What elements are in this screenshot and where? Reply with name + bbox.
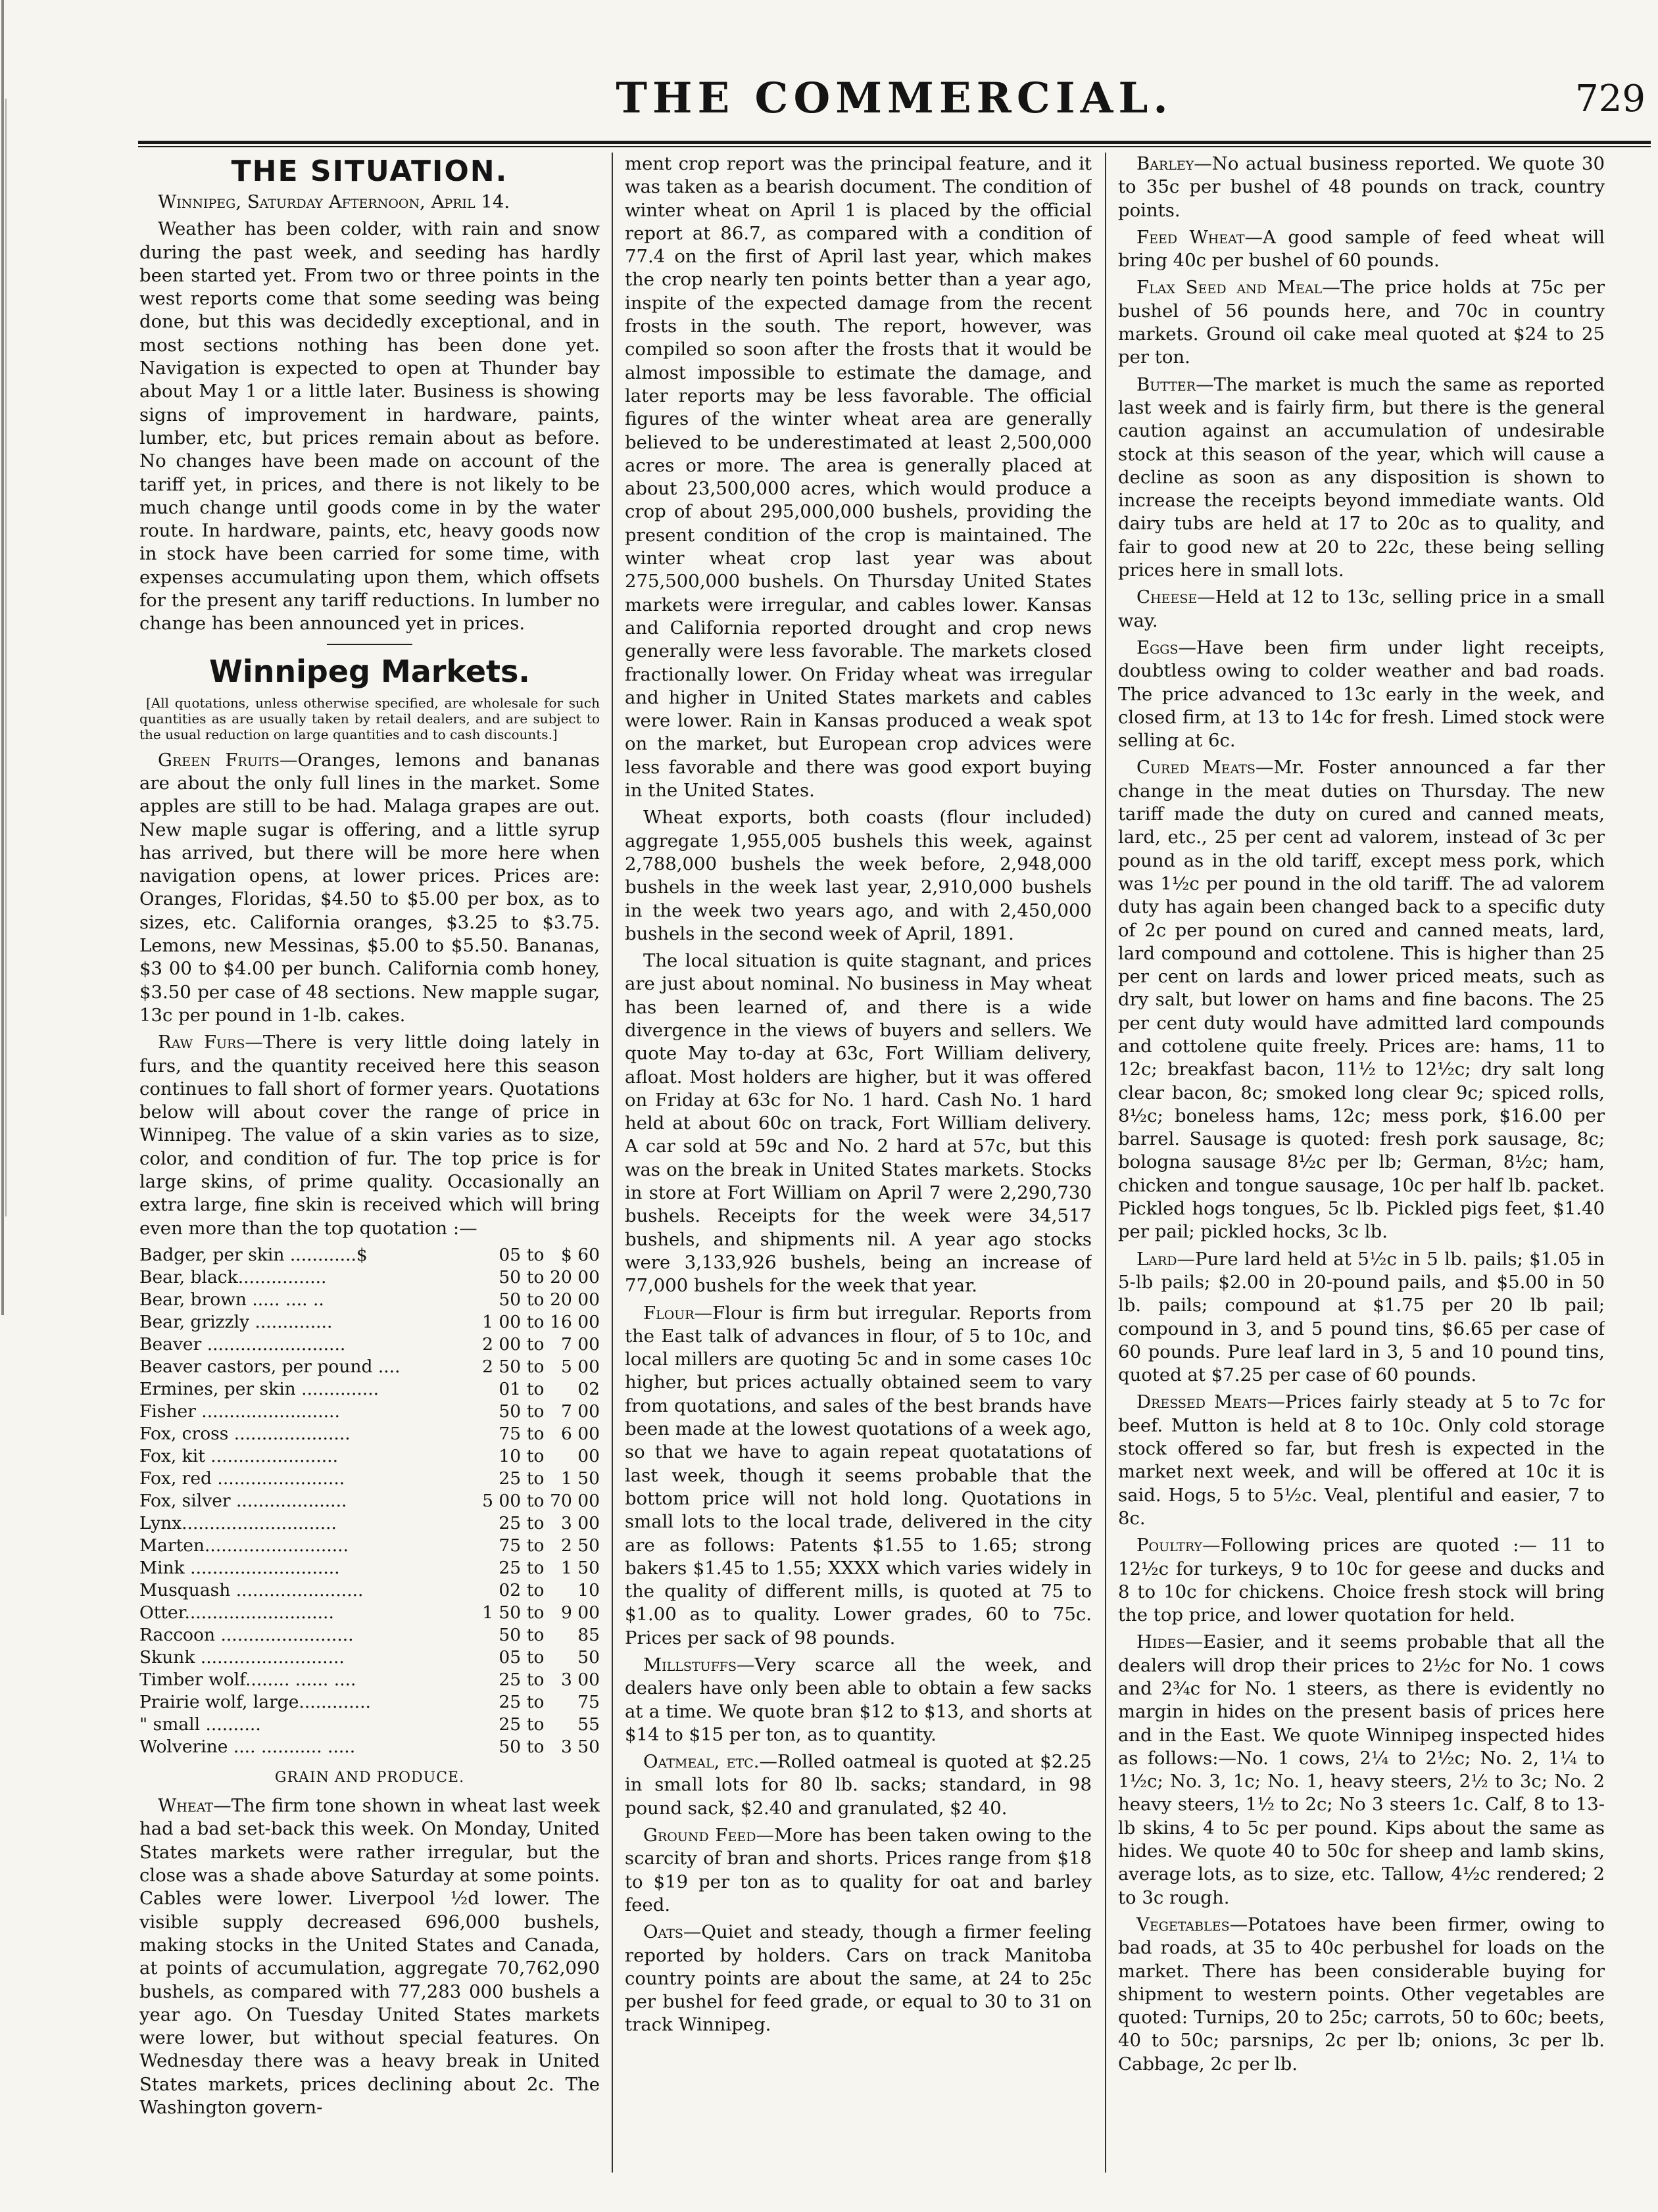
- to-word: to: [526, 1356, 545, 1377]
- fur-high-price: 20 00: [550, 1289, 600, 1310]
- wheat-text: —The firm tone shown in wheat last week had a bad set-back this week. On Monday, United States markets were rather irregular, but the close was a shade above Saturday at some points. Cables were lower. Liverpool ½d lower. The visible supply decreased 696,000 bushels, making stocks in the United States and Canada, at points of accumulation, aggregate 70,762,090 bushels, as compared with 77,283 000 bushels a year ago. On Tuesday United States markets were lower, but without special features. On Wednesday there was a heavy break in United States markets, prices declining about 2c. The Washington govern-: [139, 1795, 600, 2119]
- market-paragraph-text: —No actual business reported. We quote 30 to 35c per bushel of 48 pounds on track, country points.: [1118, 153, 1605, 221]
- market-paragraph-text: —A good sample of feed wheat will bring 40c per bushel of 60 pounds.: [1118, 226, 1605, 272]
- market-paragraph-head: Flax Seed and Meal: [1136, 277, 1323, 299]
- to-word: to: [526, 1736, 545, 1757]
- fur-item: Bear, brown ..... .... ..: [139, 1289, 324, 1310]
- page-number: 729: [1575, 78, 1646, 120]
- fur-table-row: [139, 1691, 600, 1714]
- fur-table-row: [139, 1356, 600, 1378]
- market-paragraph-head: Poultry: [1136, 1535, 1203, 1556]
- market-paragraph: [1118, 153, 1605, 222]
- market-paragraph: [625, 1921, 1092, 2036]
- market-paragraph-text: —Flour is firm but irregular. Reports from the East talk of advances in flour, of 5 to 10c, and local millers are quoting 5c and in some cases 10c higher, but prices actually obtained seem to vary from quotations, and sales of the best brands have been made at the lowest quotations of a week ago, so that we have to again repeat quotatations of last week, though it seems probable that the bottom price will not hold long. Quotations in small lots to the local trade, delivered in the city are as follows: Patents $1.55 to 1.65; strong bakers $1.45 to 1.55; XXXX which varies widely in the quality of different mills, is quoted at 75 to $1.00 as to quality. Lower grades, 60 to 75c. Prices per sack of 98 pounds.: [625, 1302, 1092, 1648]
- green-fruits-text: —Oranges, lemons and bananas are about the only full lines in the market. Some apples are still to be had. Malaga grapes are out. New maple sugar is offering, and a little syrup has arrived, but there will be more here when navigation opens, at lower prices. Prices are: Oranges, Floridas, $4.50 to $5.00 per box, as to sizes, etc. California oranges, $3.25 to $3.75. Lemons, new Messinas, $5.00 to $5.50. Bananas, $3 00 to $4.00 per bunch. California comb honey, $3.50 per case of 48 sections. New mapple sugar, 13c per pound in 1-lb. cakes.: [139, 749, 600, 1026]
- market-paragraph-text: —Following prices are quoted :— 11 to 12½c for turkeys, 9 to 10c for geese and ducks and 8 to 10c for chickens. Choice fresh stock will bring the top price, and lower quotation for held.: [1118, 1535, 1605, 1626]
- market-paragraph-head: Barley: [1136, 153, 1194, 174]
- fur-item: Mink ...........................: [139, 1557, 340, 1578]
- market-paragraph-head: Cheese: [1136, 587, 1198, 608]
- to-word: to: [526, 1378, 545, 1399]
- market-paragraph: [625, 1654, 1092, 1746]
- market-paragraph-head: Vegetables: [1136, 1913, 1230, 1935]
- column-2: [625, 153, 1092, 2173]
- raw-furs-paragraph: [139, 1031, 600, 1240]
- to-word: to: [526, 1535, 545, 1556]
- fur-item: Fox, silver ....................: [139, 1490, 347, 1511]
- to-word: to: [526, 1714, 545, 1735]
- fur-low-price: 75: [499, 1535, 522, 1556]
- fur-low-price: 02: [499, 1579, 522, 1600]
- fur-item: " small ..........: [139, 1714, 261, 1735]
- to-word: to: [526, 1289, 545, 1310]
- fur-item: Prairie wolf, large.............: [139, 1691, 371, 1712]
- market-paragraph: [1118, 1391, 1605, 1530]
- green-fruits-paragraph: [139, 749, 600, 1028]
- fur-table-row: [139, 1602, 600, 1624]
- fur-high-price: 50: [577, 1647, 600, 1668]
- market-paragraph-text: —Held at 12 to 13c, selling price in a small way.: [1118, 587, 1605, 631]
- fur-table-row: [139, 1647, 600, 1669]
- fur-low-price: 01: [499, 1378, 522, 1399]
- fur-high-price: 00: [577, 1445, 600, 1466]
- fur-item: Beaver .........................: [139, 1334, 346, 1355]
- fur-low-price: 25: [499, 1691, 522, 1712]
- to-word: to: [526, 1691, 545, 1712]
- fur-item: Lynx............................: [139, 1512, 337, 1533]
- wheat-head: Wheat: [158, 1795, 214, 1817]
- fur-low-price: 25: [499, 1468, 522, 1489]
- fur-item: Musquash .......................: [139, 1579, 364, 1600]
- fur-high-price: 2 50: [560, 1535, 600, 1556]
- market-paragraph: [1118, 1534, 1605, 1627]
- fur-item: Fox, red .......................: [139, 1468, 345, 1489]
- fur-low-price: 2 00: [482, 1334, 522, 1355]
- fur-low-price: 1 50: [482, 1602, 522, 1623]
- fur-low-price: 25: [499, 1557, 522, 1578]
- market-paragraph-text: Wheat exports, both coasts (flour included) aggregate 1,955,005 bushels this week, against 2,788,000 bushels the week before, 2,948,000 bushels in the week last year, 2,910,000 bushels in the week two years ago, and with 2,450,000 bushels in the second week of April, 1891.: [625, 807, 1092, 944]
- market-paragraph-text: —Pure lard held at 5½c in 5 lb. pails; $1.05 in 5-lb pails; $2.00 in 20-pound pails, and $5.00 in 50 lb. pails; compound at $1.75 per 20 lb pail; compound in 3, and 5 pound tins, $6.65 per case of 60 pounds. Pure leaf lard in 3, 5 and 10 pound tins, quoted at $7.25 per case of 60 pounds.: [1118, 1248, 1605, 1386]
- fur-high-price: 1 50: [560, 1468, 600, 1489]
- masthead-thin-rule: [138, 146, 1651, 147]
- fur-item: Wolverine .... ........... .....: [139, 1736, 356, 1757]
- market-paragraph: [625, 153, 1092, 802]
- fur-item: Badger, per skin ............$: [139, 1244, 368, 1265]
- fur-table-row: [139, 1669, 600, 1691]
- fur-table-row: [139, 1535, 600, 1557]
- fur-table-row: [139, 1579, 600, 1602]
- to-word: to: [526, 1557, 545, 1578]
- fur-item: Bear, black................: [139, 1266, 327, 1287]
- market-paragraph-head: Oats: [643, 1921, 683, 1943]
- fur-low-price: 05: [499, 1244, 522, 1265]
- column-1: [139, 153, 600, 2173]
- market-paragraph-text: —Have been firm under light receipts, doubtless owing to colder weather and bad roads. The price advanced to 13c early in the week, and closed firm, at 13 to 14c for fresh. Limed stock were selling at 6c.: [1118, 637, 1605, 752]
- fur-high-price: 3 00: [560, 1512, 600, 1533]
- market-paragraph: [625, 1750, 1092, 1820]
- fur-table-row: [139, 1490, 600, 1512]
- fur-high-price: 85: [577, 1624, 600, 1645]
- market-paragraph-head: Ground Feed: [643, 1825, 756, 1846]
- fur-table-row: [139, 1714, 600, 1736]
- green-fruits-head: Green Fruits: [158, 749, 280, 771]
- fur-table-row: [139, 1289, 600, 1311]
- fur-table-row: [139, 1445, 600, 1468]
- fur-low-price: 50: [499, 1401, 522, 1422]
- raw-furs-head: Raw Furs: [158, 1032, 245, 1053]
- to-word: to: [526, 1624, 545, 1645]
- fur-low-price: 25: [499, 1512, 522, 1533]
- column-divider-1: [612, 153, 613, 2173]
- fur-item: Beaver castors, per pound ....: [139, 1356, 401, 1377]
- situation-dateline: Winnipeg, Saturday Afternoon, April 14.: [158, 191, 510, 212]
- column-3: [1118, 153, 1605, 2173]
- to-word: to: [526, 1334, 545, 1355]
- to-word: to: [526, 1423, 545, 1444]
- market-paragraph-head: Flour: [643, 1302, 695, 1324]
- fur-item: Fisher .........................: [139, 1401, 340, 1422]
- fur-low-price: 75: [499, 1423, 522, 1444]
- fur-table-row: [139, 1624, 600, 1647]
- fur-low-price: 50: [499, 1289, 522, 1310]
- left-margin-binding-marks: [0, 0, 12, 2212]
- market-paragraph: [1118, 1248, 1605, 1387]
- market-paragraph: [625, 806, 1092, 946]
- fur-high-price: 5 00: [560, 1356, 600, 1377]
- market-paragraph: [625, 1302, 1092, 1650]
- fur-item: Fox, cross .....................: [139, 1423, 351, 1444]
- markets-note: [All quotations, unless otherwise specified, are wholesale for such quantities as are usually taken by retail dealers, and are subject to the usual reduction on large quantities and to cash discounts.]: [139, 694, 600, 742]
- fur-low-price: 5 00: [482, 1490, 522, 1511]
- fur-table-row: [139, 1557, 600, 1579]
- market-paragraph-head: Butter: [1136, 373, 1196, 395]
- market-paragraph-text: —Potatoes have been firmer, owing to bad roads, at 35 to 40c perbushel for loads on the market. There has been considerable buying for shipment to western points. Other vegetables are quoted: Turnips, 20 to 25c; carrots, 50 to 60c; beets, 40 to 50c; parsnips, 2c per lb; onions, 3c per lb. Cabbage, 2c per lb.: [1118, 1913, 1605, 2075]
- market-paragraph-head: Millstuffs: [643, 1654, 737, 1675]
- market-paragraph-head: Hides: [1136, 1631, 1185, 1653]
- market-paragraph-text: The local situation is quite stagnant, and prices are just about nominal. No business in May wheat has been learned of, and there is a wide divergence in the views of buyers and sellers. We quote May to-day at 63c, Fort William delivery, afloat. Most holders are higher, but it was offered on Friday at 63c for No. 1 hard. Cash No. 1 hard held at about 60c on track, Fort William delivery. A car sold at 59c and No. 2 hard at 57c, but this was on the break in United States markets. Stocks in store at Fort William on April 7 were 2,290,730 bushels. Receipts for the week were 34,517 bushels, and shipments nil. A year ago stocks were 3,133,926 bushels, being an increase of 77,000 bushels for the week that year.: [625, 950, 1092, 1297]
- to-word: to: [526, 1244, 545, 1265]
- fur-price-table: [139, 1244, 600, 1758]
- fur-low-price: 50: [499, 1266, 522, 1287]
- market-paragraph-text: —Easier, and it seems probable that all the dealers will drop their prices to 2½c for No. 1 cows and 2¾c for No. 1 steers, as there is evidently no margin in hides on the present basis of prices here and in the East. We quote Winnipeg inspected hides as follows:—No. 1 cows, 2¼ to 2½c; No. 2, 1¼ to 1½c; No. 3, 1c; No. 1, heavy steers, 2½ to 3c; No. 2 heavy steers, 1½ to 2c; No 3 steers 1c. Calf, 8 to 13-lb skins, 4 to 5c per pound. Kips about the same as hides. We quote 40 to 50c for sheep and lamb skins, average lots, as to size, etc. Tallow, 4½c rendered; 2 to 3c rough.: [1118, 1631, 1605, 1908]
- situation-paragraph: Weather has been colder, with rain and snow during the past week, and seeding has hardly been started yet. From two or three points in the west reports come that some seeding was being done, but this was decidedly exceptional, and in most sections nothing has been done yet. Navigation is expected to open at Thunder bay about May 1 or a little later. Business is showing signs of improvement in hardware, paints, lumber, etc, but prices remain about as before. No changes have been made on account of the tariff yet, in prices, and there is not likely to be much change until goods come in by the water route. In hardware, paints, etc, heavy goods now in stock have been carried for some time, with expenses accumulating upon them, which offsets for the present any tariff reductions. In lumber no change has been announced yet in prices.: [139, 218, 600, 635]
- wheat-paragraph: [139, 1794, 600, 2119]
- market-paragraph-text: —Prices fairly steady at 5 to 7c for beef. Mutton is held at 8 to 10c. Only cold storage stock offered so far, but fresh is expected in the market next week, and will be offered at 10c it is said. Hogs, 5 to 5½c. Veal, plentiful and easier, 7 to 8c.: [1118, 1391, 1605, 1529]
- fur-low-price: 25: [499, 1669, 522, 1690]
- fur-low-price: 05: [499, 1647, 522, 1668]
- markets-heading: Winnipeg Markets.: [209, 653, 530, 689]
- market-paragraph-text: —Very scarce all the week, and dealers have only been able to obtain a few sacks at a time. We quote bran $12 to $13, and shorts at $14 to $15 per ton, as to quantity.: [625, 1654, 1092, 1745]
- market-paragraph: [1118, 586, 1605, 633]
- grain-subheading: GRAIN AND PRODUCE.: [274, 1769, 465, 1786]
- fur-item: Raccoon ........................: [139, 1624, 354, 1645]
- market-paragraph: [1118, 756, 1605, 1243]
- market-paragraph-text: —Quiet and steady, though a firmer feeling reported by holders. Cars on track Manitoba country points are about the same, at 24 to 25c per bushel for feed grade, or equal to 30 to 31 on track Winnipeg.: [625, 1921, 1092, 2036]
- fur-high-price: 7 00: [560, 1401, 600, 1422]
- fur-table-row: [139, 1401, 600, 1423]
- market-paragraph: [1118, 637, 1605, 752]
- market-paragraph: [1118, 276, 1605, 369]
- market-paragraph-text: —More has been taken owing to the scarcity of bran and shorts. Prices range from $18 to $19 per ton as to quality for oat and barley feed.: [625, 1825, 1092, 1915]
- market-paragraph: [625, 950, 1092, 1297]
- masthead: [138, 74, 1651, 133]
- fur-item: Marten..........................: [139, 1535, 349, 1556]
- to-word: to: [526, 1266, 545, 1287]
- market-paragraph-head: Oatmeal, etc.: [643, 1751, 760, 1773]
- fur-high-price: 7 00: [560, 1334, 600, 1355]
- fur-high-price: 20 00: [550, 1266, 600, 1287]
- to-word: to: [526, 1512, 545, 1533]
- fur-low-price: 50: [499, 1624, 522, 1645]
- fur-table-row: [139, 1378, 600, 1401]
- to-word: to: [526, 1647, 545, 1668]
- to-word: to: [526, 1468, 545, 1489]
- fur-low-price: 25: [499, 1714, 522, 1735]
- fur-high-price: 70 00: [550, 1490, 600, 1511]
- fur-item: Otter...........................: [139, 1602, 334, 1623]
- to-word: to: [526, 1445, 545, 1466]
- market-paragraph-text: —The price holds at 75c per bushel of 56 pounds here, and 70c in country markets. Ground oil cake meal quoted at $24 to 25 per ton.: [1118, 277, 1605, 368]
- fur-high-price: 3 00: [560, 1669, 600, 1690]
- section-divider: [327, 644, 412, 645]
- market-paragraph: [625, 1824, 1092, 1917]
- fur-table-row: [139, 1736, 600, 1758]
- to-word: to: [526, 1579, 545, 1600]
- column-divider-2: [1105, 153, 1106, 2173]
- market-paragraph-text: ment crop report was the principal feature, and it was taken as a bearish document. The condition of winter wheat on April 1 is placed by the official report at 86.7, as compared with a condition of 77.4 on the first of April last year, which makes the crop nearly ten points better than a year ago, inspite of the expected damage from the recent frosts in the south. The report, however, was compiled so soon after the frosts that it would be almost impossible to estimate the damage, and later reports may be less favorable. The official figures of the winter wheat area are generally believed to be underestimated at least 2,500,000 acres or more. The area is generally placed at about 23,500,000 acres, which would produce a crop of about 295,000,000 bushels, providing the present condition of the crop is maintained. The winter wheat crop last year was about 275,500,000 bushels. On Thursday United States markets were irregular, and cables lower. Kansas and California reported drought and crop news generally were less favorable. The markets closed fractionally lower. On Friday wheat was irregular and higher in United States markets and cables were lower. Rain in Kansas produced a weak spot on the market, but European crop advices were less favorable and there was good export buying in the United States.: [625, 153, 1092, 802]
- fur-low-price: 2 50: [482, 1356, 522, 1377]
- fur-item: Fox, kit .......................: [139, 1445, 339, 1466]
- fur-high-price: 3 50: [560, 1736, 600, 1757]
- fur-high-price: 16 00: [550, 1311, 600, 1332]
- market-paragraph-text: —Rolled oatmeal is quoted at $2.25 in small lots for 80 lb. sacks; standard, in 98 pound sack, $2.40 and granulated, $2 40.: [625, 1751, 1092, 1819]
- to-word: to: [526, 1401, 545, 1422]
- fur-table-row: [139, 1334, 600, 1356]
- market-paragraph-head: Eggs: [1136, 637, 1179, 658]
- fur-high-price: 55: [577, 1714, 600, 1735]
- market-paragraph: [1118, 1631, 1605, 1910]
- market-paragraph-head: Feed Wheat: [1136, 226, 1245, 248]
- market-paragraph-head: Cured Meats: [1136, 757, 1256, 779]
- fur-table-row: [139, 1468, 600, 1490]
- fur-high-price: $ 60: [560, 1244, 600, 1265]
- fur-high-price: 10: [577, 1579, 600, 1600]
- to-word: to: [526, 1490, 545, 1511]
- fur-low-price: 1 00: [482, 1311, 522, 1332]
- market-paragraph: [1118, 1913, 1605, 2076]
- raw-furs-text: —There is very little doing lately in furs, and the quantity received here this season continues to fall short of former years. Quotations below will about cover the range of price in Winnipeg. The value of a skin varies as to size, color, and condition of fur. The top price is for large skins, of prime quality. Occasionally an extra large, fine skin is received which will bring even more than the top quotation :—: [139, 1032, 600, 1239]
- fur-table-row: [139, 1311, 600, 1334]
- fur-item: Skunk ..........................: [139, 1647, 345, 1668]
- fur-low-price: 10: [499, 1445, 522, 1466]
- to-word: to: [526, 1669, 545, 1690]
- fur-table-row: [139, 1244, 600, 1266]
- market-paragraph-text: —Mr. Foster announced a far ther change in the meat duties on Thursday. The new tariff made the duty on cured and canned meats, lard, etc., 25 per cent ad valorem, instead of 3c per pound as in the old tariff, except mess pork, which was 1½c per pound in the old tariff. The ad valorem duty has again been changed back to a specific duty of 2c per pound on cured and canned meats, lard, lard compound and cottolene. This is higher than 25 per cent on lards and lower priced meats, such as dry salt, but lower on hams and fine bacons. The 25 per cent duty would have admitted lard compounds and cottolene quite freely. Prices are: hams, 11 to 12c; breakfast bacon, 11½ to 12½c; dry salt long clear bacon, 8c; smoked long clear 9c; spiced rolls, 8½c; boneless hams, 12c; mess pork, $16.00 per barrel. Sausage is quoted: fresh pork sausage, 8c; bologna sausage 8½c per lb; German, 8½c; ham, chicken and tongue sausage, 10c per half lb. packet. Pickled hogs tongues, 5c lb. Pickled pigs feet, $1.40 per pail; pickled hocks, 3c lb.: [1118, 757, 1605, 1243]
- fur-item: Bear, grizzly ..............: [139, 1311, 333, 1332]
- fur-item: Ermines, per skin ..............: [139, 1378, 379, 1399]
- newspaper-title: THE COMMERCIAL.: [616, 74, 1173, 123]
- masthead-thick-rule: [138, 141, 1651, 144]
- to-word: to: [526, 1311, 545, 1332]
- fur-table-row: [139, 1512, 600, 1535]
- market-paragraph-head: Dressed Meats: [1136, 1391, 1267, 1413]
- market-paragraph-head: Lard: [1136, 1248, 1177, 1270]
- market-paragraph: [1118, 373, 1605, 583]
- fur-high-price: 9 00: [560, 1602, 600, 1623]
- to-word: to: [526, 1602, 545, 1623]
- situation-heading: THE SITUATION.: [231, 155, 508, 188]
- fur-low-price: 50: [499, 1736, 522, 1757]
- fur-high-price: 6 00: [560, 1423, 600, 1444]
- fur-high-price: 1 50: [560, 1557, 600, 1578]
- fur-table-row: [139, 1266, 600, 1289]
- fur-item: Timber wolf........ ...... ....: [139, 1669, 356, 1690]
- market-paragraph-text: —The market is much the same as reported last week and is fairly firm, but there is the general caution against an accumulation of undesirable stock at this season of the year, which will cause a decline as soon as any disposition is shown to increase the receipts beyond immediate wants. Old dairy tubs are held at 17 to 20c as to quality, and fair to good new at 20 to 22c, these being selling prices here in small lots.: [1118, 373, 1605, 581]
- fur-high-price: 75: [577, 1691, 600, 1712]
- market-paragraph: [1118, 226, 1605, 273]
- fur-high-price: 02: [577, 1378, 600, 1399]
- fur-table-row: [139, 1423, 600, 1445]
